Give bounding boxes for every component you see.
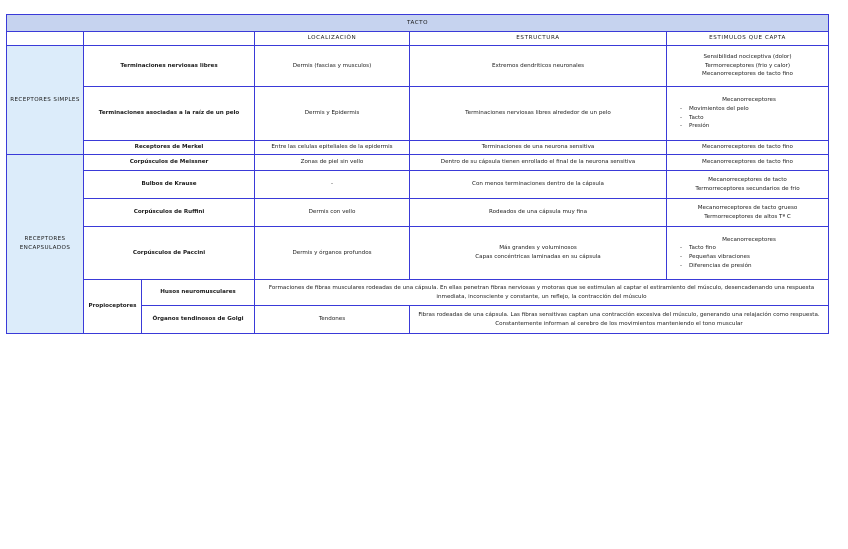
cell-husos-descripcion: Formaciones de fibras musculares rodeadas de una cápsula. En ellas penetran fibras nerviosas y motoras que se estimulan al captar el estiramiento del músculo, desencadenando una respuesta inmediata, inconsciente y constante, un reflejo, la contracción del músculo [255, 280, 829, 306]
list-item: - Presión [679, 123, 710, 130]
cell-pelo-localizacion: Dermis y Epidermis [255, 87, 410, 141]
cell-krause-localizacion: - [255, 171, 410, 199]
row-name-libres: Terminaciones nerviosas libres [84, 46, 255, 87]
row-name-ruffini: Corpúsculos de Ruffini [84, 199, 255, 227]
cell-paccini-localizacion: Dermis y órganos profundos [255, 227, 410, 280]
cell-golgi-descripcion: Fibras rodeadas de una cápsula. Las fibras sensitivas captan una contracción excesiva del músculo, generando una relajación como respuesta. Constantemente informan al cerebro de los movimientos manteniendo el tono muscular [410, 306, 829, 334]
cell-ruffini-localizacion: Dermis con vello [255, 199, 410, 227]
row-name-golgi: Órganos tendinosos de Golgi [142, 306, 255, 334]
header-estructura: ESTRUCTURA [410, 32, 667, 46]
estimulo-line: Termorreceptores (frio y calor) [704, 62, 791, 69]
row-name-merkel: Receptores de Merkel [84, 141, 255, 155]
cell-paccini-estimulos [667, 227, 829, 280]
cell-merkel-localizacion: Entre las celulas epiteliales de la epidermis [255, 141, 410, 155]
row-name-meissner: Corpúsculos de Meissner [84, 155, 255, 171]
cell-krause-estructura: Con menos terminaciones dentro de la cápsula [410, 171, 667, 199]
row-name-paccini: Corpúsculos de Paccini [84, 227, 255, 280]
table-title: TACTO [7, 15, 829, 32]
cell-libres-estructura: Extremos dendriticos neuronales [410, 46, 667, 87]
header-empty-name [84, 32, 255, 46]
cell-paccini-estructura [410, 227, 667, 280]
cell-ruffini-estructura: Rodeados de una cápsula muy fina [410, 199, 667, 227]
group-receptores-simples: RECEPTORES SIMPLES [7, 46, 84, 155]
group-receptores-encapsulados: RECEPTORES ENCAPSULADOS [7, 155, 84, 334]
estimulo-lead: Mecanorreceptores [722, 236, 776, 243]
cell-krause-estimulos [667, 171, 829, 199]
header-empty-group [7, 32, 84, 46]
estimulo-lead: Mecanorreceptores [722, 97, 776, 104]
estructura-line: Más grandes y voluminosos [499, 245, 577, 252]
estimulo-line: Mecanorreceptores de tacto [708, 176, 787, 183]
row-name-krause: Bulbos de Krause [84, 171, 255, 199]
list-item: - Movimientos del pelo [679, 105, 749, 112]
list-item: - Tacto fino [679, 245, 716, 252]
list-item: - Diferencias de presión [679, 262, 752, 269]
propioceptores-label: Propioceptores [84, 280, 142, 334]
row-name-pelo: Terminaciones asociadas a la raíz de un pelo [84, 87, 255, 141]
estimulo-line: Sensibilidad nociceptiva (dolor) [703, 54, 792, 61]
estimulo-line: Mecanorreceptores de tacto grueso [697, 204, 798, 211]
list-item: - Pequeñas vibraciones [679, 254, 750, 260]
cell-meissner-estructura: Dentro de su cápsula tienen enrollado el final de la neurona sensitiva [410, 155, 667, 171]
list-item: - Tacto [679, 114, 704, 121]
header-localizacion: LOCALIZACIÓN [255, 32, 410, 46]
cell-golgi-localizacion: Tendones [255, 306, 410, 334]
cell-pelo-estructura: Terminaciones nerviosas libres alrededor de un pelo [410, 87, 667, 141]
cell-ruffini-estimulos [667, 199, 829, 227]
tacto-table [6, 14, 829, 334]
cell-libres-estimulos [667, 46, 829, 87]
cell-merkel-estimulos: Mecanorreceptores de tacto fino [667, 141, 829, 155]
row-name-husos: Husos neuromusculares [142, 280, 255, 306]
estimulo-line: Termorreceptores de altos Tª C [704, 213, 791, 220]
cell-meissner-estimulos: Mecanorreceptores de tacto fino [667, 155, 829, 171]
cell-libres-localizacion: Dermis (fascias y musculos) [255, 46, 410, 87]
cell-meissner-localizacion: Zonas de piel sin vello [255, 155, 410, 171]
estimulo-line: Termorreceptores secundarios de frio [695, 185, 800, 192]
cell-merkel-estructura: Terminaciones de una neurona sensitiva [410, 141, 667, 155]
cell-pelo-estimulos [667, 87, 829, 141]
header-estimulos: ESTIMULOS QUE CAPTA [667, 32, 829, 46]
estimulo-line: Mecanorreceptores de tacto fino [702, 71, 793, 78]
estructura-line: Capas concéntricas laminadas en su cápsula [475, 254, 601, 260]
